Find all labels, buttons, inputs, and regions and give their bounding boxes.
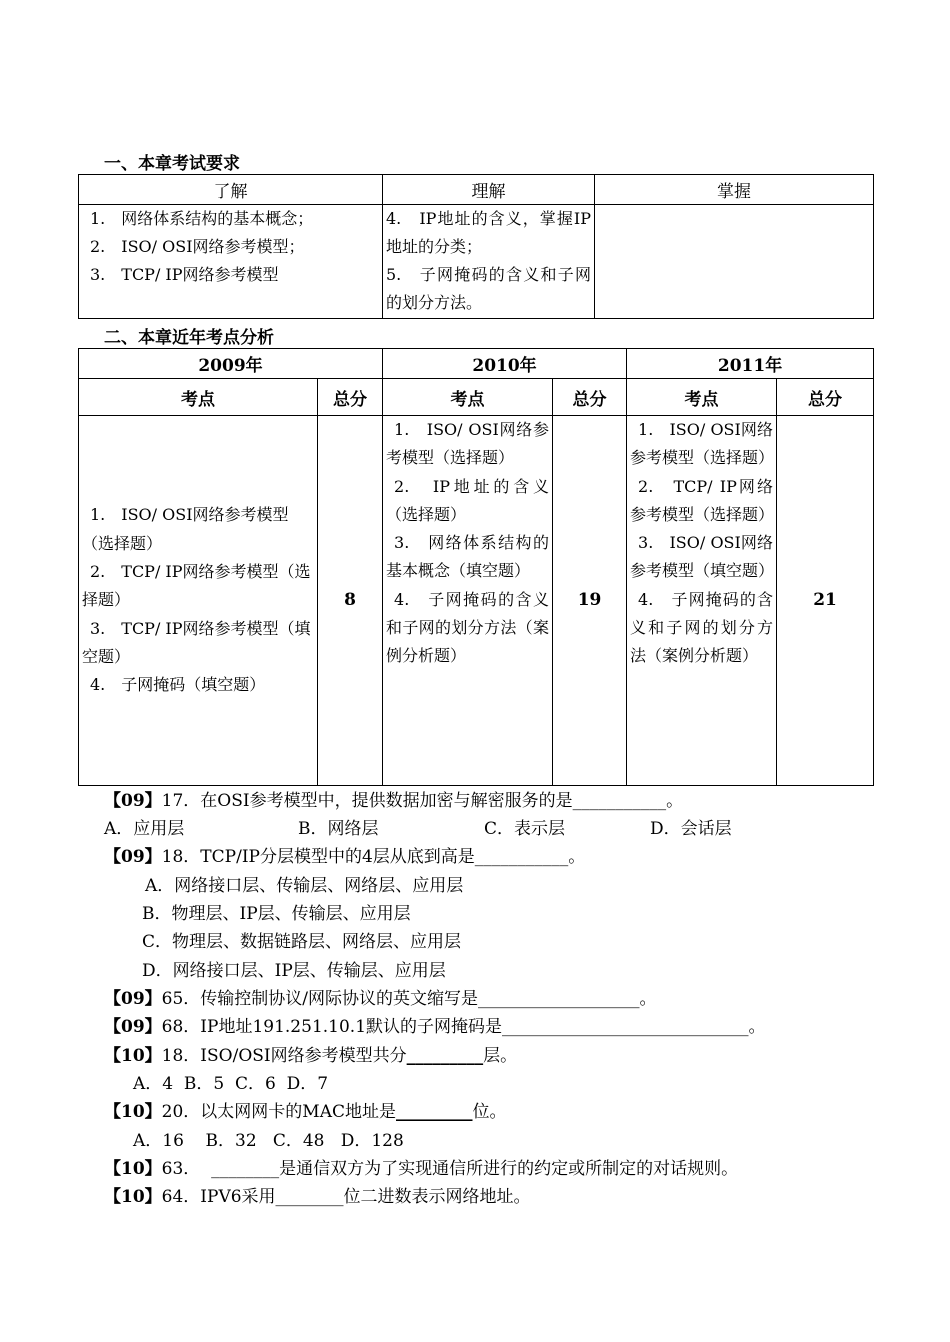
question-text: 68．IP地址191.251.10.1默认的子网掩码是_____________________________。 [161, 1017, 766, 1037]
list-item: 3. 网络体系结构的基本概念（填空题） [386, 533, 550, 581]
question-10-63 [104, 1158, 738, 1180]
list-item: 4. 子网掩码的含义和子网的划分方法（案例分析题） [630, 589, 774, 666]
list-item: 2. TCP/ IP网络参考模型（选择题） [82, 562, 311, 610]
list-item: 2. IP地址的含义（选择题） [386, 476, 550, 524]
list-item: 1. ISO/ OSI网络参考模型（选择题） [630, 420, 775, 468]
year-2009-header: 2009年 [79, 349, 383, 379]
question-text: 17．在OSI参考模型中，提供数据加密与解密服务的是___________。 [161, 791, 684, 811]
list-item: 3. TCP/ IP网络参考模型（填空题） [82, 618, 311, 666]
answer-blank: _________ [396, 1102, 473, 1122]
option-a: A．应用层 [104, 819, 185, 839]
question-09-68 [104, 1016, 766, 1038]
options-line: A．4 B．5 C．6 D．7 [133, 1074, 329, 1094]
list-item: 3. ISO/ OSI网络参考模型（填空题） [630, 533, 775, 581]
question-text: 65．传输控制协议/网际协议的英文缩写是___________________。 [161, 989, 657, 1009]
list-item: 4. IP地址的含义，掌握IP地址的分类； [386, 209, 591, 256]
question-tag: 【10】 [104, 1159, 162, 1179]
comprehend-cell [383, 205, 595, 319]
score-header: 总分 [553, 379, 627, 416]
question-text: 18．ISO/OSI网络参考模型共分 [161, 1046, 407, 1066]
score-header: 总分 [777, 379, 874, 416]
list-item: 2. ISO/ OSI网络参考模型； [90, 237, 305, 256]
year-2010-header: 2010年 [383, 349, 627, 379]
question-text: 64．IPV6采用________位二进数表示网络地址。 [161, 1187, 531, 1207]
list-item: 1. ISO/ OSI网络参考模型（选择题） [82, 505, 289, 553]
question-text-tail: 层。 [483, 1046, 518, 1066]
option-c: C．表示层 [484, 819, 566, 839]
question-text: 20．以太网网卡的MAC地址是 [161, 1102, 396, 1122]
list-item: 4. 子网掩码（填空题） [90, 675, 266, 695]
column-comprehend: 理解 [383, 175, 595, 205]
points-2011 [627, 416, 777, 786]
understand-cell [79, 205, 383, 319]
points-header: 考点 [79, 379, 318, 416]
list-item: 2. TCP/ IP网络参考模型（选择题） [630, 476, 775, 524]
points-2010 [383, 416, 553, 786]
question-09-17 [104, 790, 683, 812]
option-b: B．网络层 [298, 819, 379, 839]
exam-analysis-table [78, 348, 874, 786]
question-tag: 【09】 [104, 989, 162, 1009]
points-header: 考点 [383, 379, 553, 416]
option-a: A．网络接口层、传输层、网络层、应用层 [145, 876, 464, 896]
question-tag: 【09】 [104, 791, 162, 811]
question-text: 63． ________是通信双方为了实现通信所进行的约定或所制定的对话规则。 [161, 1159, 739, 1179]
question-tag: 【09】 [104, 1017, 162, 1037]
option-d: D．会话层 [650, 819, 732, 839]
question-09-65 [104, 988, 657, 1010]
question-tag: 【10】 [104, 1102, 162, 1122]
score-header: 总分 [318, 379, 383, 416]
list-item: 4. 子网掩码的含义和子网的划分方法（案例分析题） [386, 589, 550, 666]
options-line: A．16 B．32 C．48 D．128 [133, 1131, 404, 1151]
points-2009 [79, 416, 318, 786]
column-understand: 了解 [79, 175, 383, 205]
score-2009: 8 [318, 416, 383, 786]
question-text: 18．TCP/IP分层模型中的4层从底到高是___________。 [161, 847, 586, 867]
question-10-20 [104, 1101, 507, 1123]
option-c: C．物理层、数据链路层、网络层、应用层 [142, 932, 462, 952]
question-text-tail: 位。 [472, 1102, 507, 1122]
answer-blank: _________ [406, 1046, 484, 1066]
score-2010: 19 [553, 416, 627, 786]
list-item: 5. 子网掩码的含义和子网的划分方法。 [386, 265, 591, 312]
question-tag: 【10】 [104, 1187, 162, 1207]
section2-title: 二、本章近年考点分析 [104, 328, 274, 348]
question-09-18 [104, 846, 585, 868]
option-b: B．物理层、IP层、传输层、应用层 [142, 904, 411, 924]
points-header: 考点 [627, 379, 777, 416]
exam-requirements-table [78, 174, 874, 319]
option-d: D．网络接口层、IP层、传输层、应用层 [142, 961, 446, 981]
score-2011: 21 [777, 416, 874, 786]
question-tag: 【10】 [104, 1046, 162, 1066]
question-tag: 【09】 [104, 847, 162, 867]
year-2011-header: 2011年 [627, 349, 874, 379]
list-item: 1. 网络体系结构的基本概念； [90, 209, 314, 228]
question-10-18 [104, 1045, 517, 1067]
section1-title: 一、本章考试要求 [104, 154, 240, 174]
master-cell [595, 205, 874, 319]
column-master: 掌握 [595, 175, 874, 205]
list-item: 1. ISO/ OSI网络参考模型（选择题） [386, 420, 550, 468]
list-item: 3. TCP/ IP网络参考模型 [90, 265, 279, 284]
question-10-64 [104, 1186, 531, 1208]
